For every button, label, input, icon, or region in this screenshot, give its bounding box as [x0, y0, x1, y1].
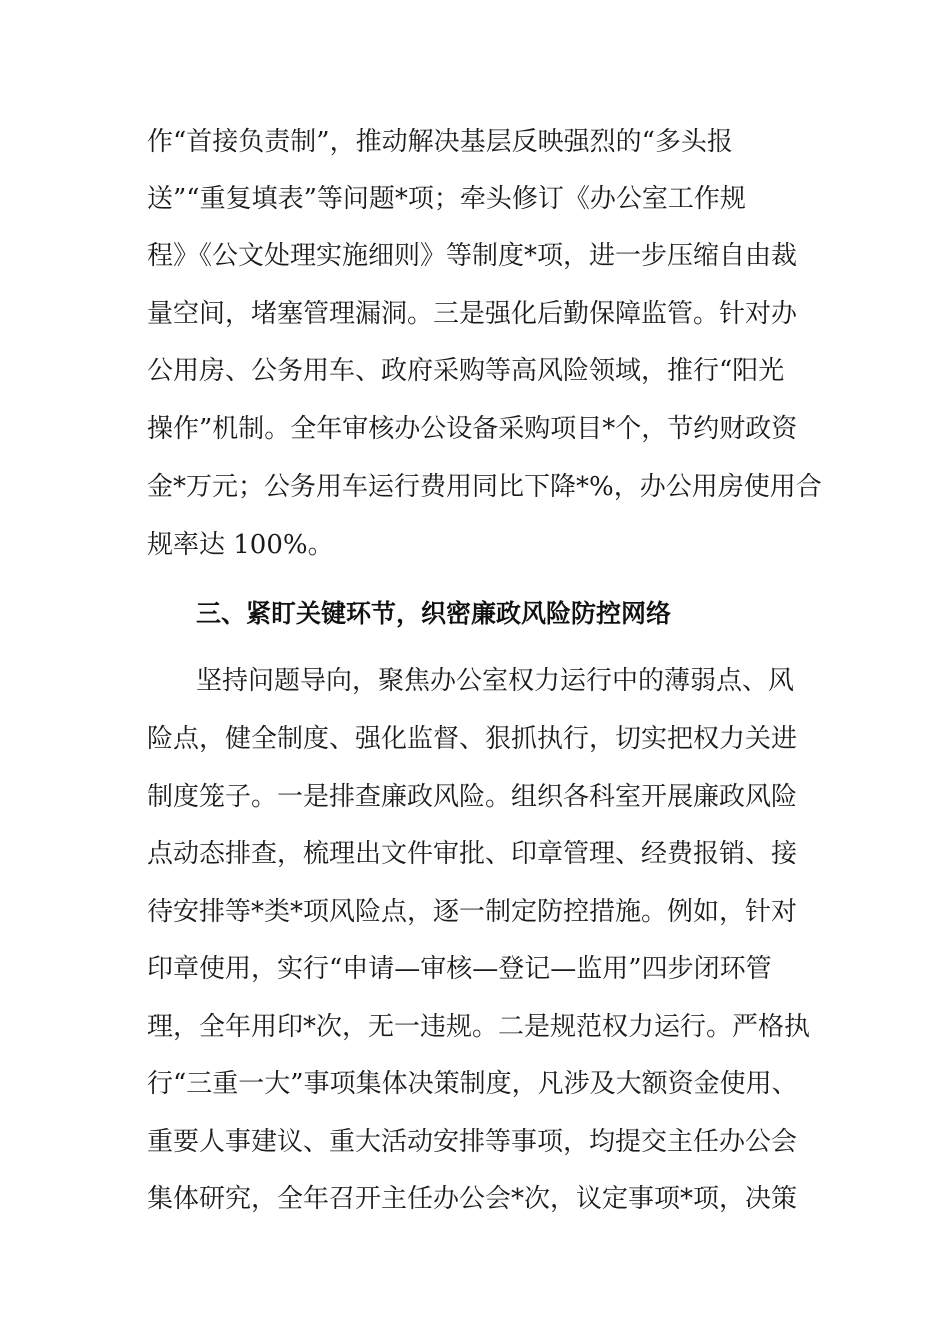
- paragraph-1-line-8: 规率达 100%。: [147, 530, 334, 560]
- paragraph-1-line-4: 量空间，堵塞管理漏洞。三是强化后勤保障监管。针对办: [147, 299, 798, 329]
- paragraph-1-line-6: 操作”机制。全年审核办公设备采购项目*个，节约财政资: [147, 414, 798, 444]
- paragraph-2-line-5: 待安排等*类*项风险点，逐一制定防控措施。例如，针对: [147, 897, 798, 927]
- paragraph-1-line-7: 金*万元；公务用车运行费用同比下降*%，办公用房使用合: [147, 472, 822, 502]
- paragraph-2-line-4: 点动态排查，梳理出文件审批、印章管理、经费报销、接: [147, 839, 798, 869]
- paragraph-2-line-1: 坚持问题导向，聚焦办公室权力运行中的薄弱点、风: [196, 666, 795, 696]
- paragraph-2-line-3: 制度笼子。一是排查廉政风险。组织各科室开展廉政风险: [147, 782, 798, 812]
- paragraph-2-line-9: 重要人事建议、重大活动安排等事项，均提交主任办公会: [147, 1127, 798, 1157]
- paragraph-1-line-3: 程》《公文处理实施细则》等制度*项，进一步压缩自由裁: [147, 241, 798, 271]
- paragraph-1-line-5: 公用房、公务用车、政府采购等高风险领域，推行“阳光: [147, 356, 785, 386]
- paragraph-1-line-1: 作“首接负责制”，推动解决基层反映强烈的“多头报: [147, 127, 733, 157]
- paragraph-2-line-7: 理，全年用印*次，无一违规。二是规范权力运行。严格执: [147, 1012, 811, 1042]
- section-heading: 三、紧盯关键环节，织密廉政风险防控网络: [196, 599, 672, 628]
- paragraph-2-line-2: 险点，健全制度、强化监督、狠抓执行，切实把权力关进: [147, 724, 798, 754]
- paragraph-1-line-2: 送”“重复填表”等问题*项；牵头修订《办公室工作规: [147, 184, 746, 214]
- paragraph-2-line-10: 集体研究，全年召开主任办公会*次，议定事项*项，决策: [147, 1184, 798, 1214]
- paragraph-2-line-6: 印章使用，实行“申请—审核—登记—监用”四步闭环管: [147, 954, 772, 984]
- paragraph-2-line-8: 行“三重一大”事项集体决策制度，凡涉及大额资金使用、: [147, 1069, 798, 1099]
